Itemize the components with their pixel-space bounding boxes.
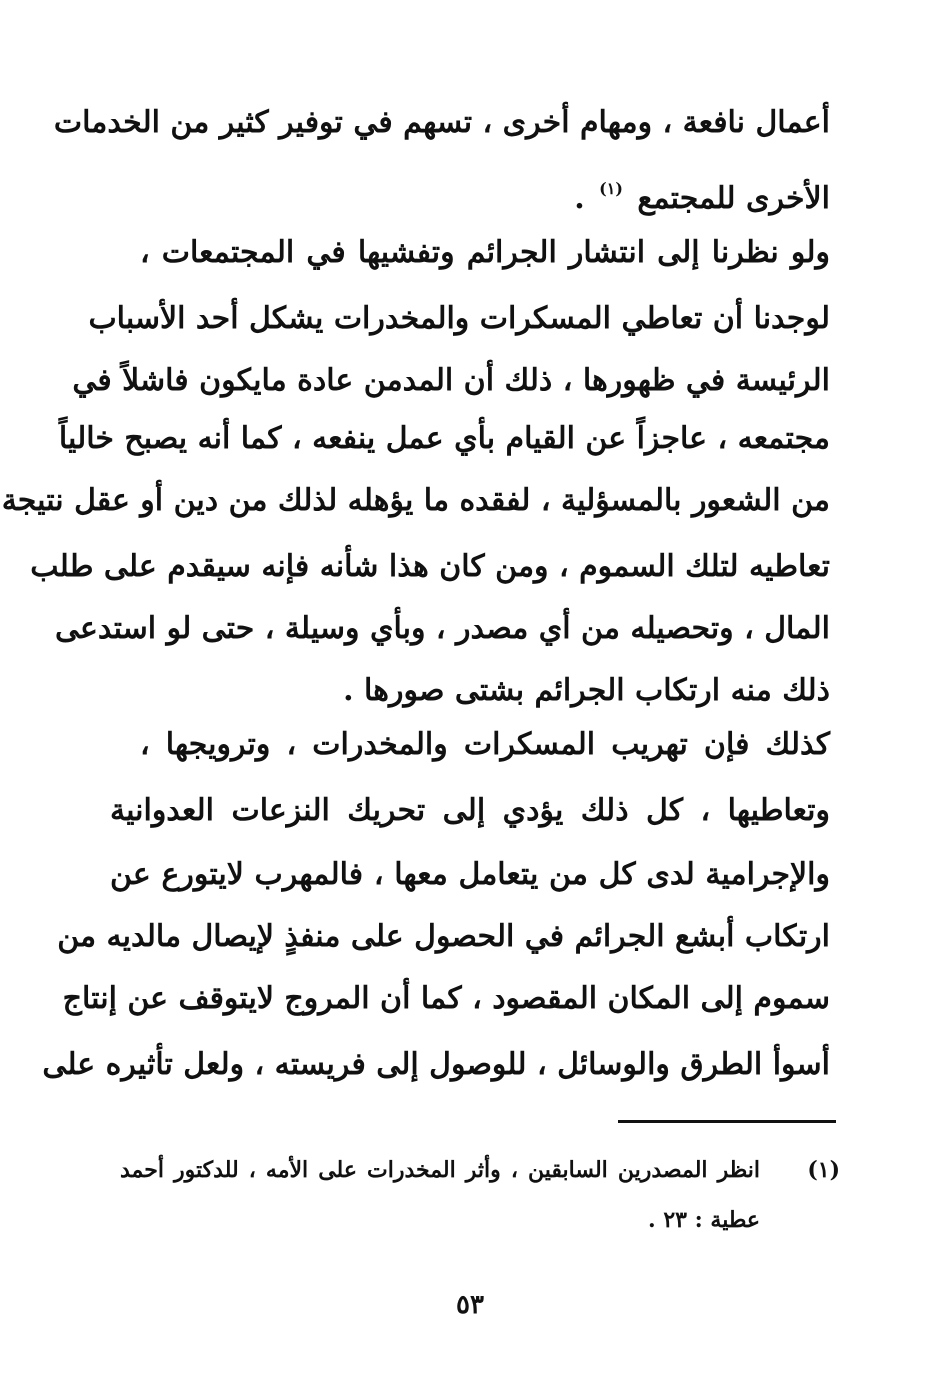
page-number: ٥٣ xyxy=(456,1290,484,1320)
footnote-separator xyxy=(618,1120,836,1123)
body-line-13: والإجرامية لدى كل من يتعامل معها ، فالمهرب لايتورع عن xyxy=(110,857,830,892)
body-line-11: كذلك فإن تهريب المسكرات والمخدرات ، وترويجها ، xyxy=(140,727,830,762)
body-line-4: لوجدنا أن تعاطي المسكرات والمخدرات يشكل أحد الأسباب xyxy=(88,301,830,336)
footnote-line-2: عطية : ٢٣ . xyxy=(647,1207,760,1233)
footnote-number: (١) xyxy=(807,1157,840,1183)
body-line-1: أعمال نافعة ، ومهام أخرى ، تسهم في توفير كثير من الخدمات xyxy=(53,105,830,140)
body-line-3: ولو نظرنا إلى انتشار الجرائم وتفشيها في المجتمعات ، xyxy=(140,235,830,270)
footnote-reference[interactable]: (١) xyxy=(599,179,623,198)
body-line-5: الرئيسة في ظهورها ، ذلك أن المدمن عادة مايكون فاشلاً في xyxy=(72,363,830,398)
body-line-7: من الشعور بالمسؤلية ، لفقده ما يؤهله لذلك من دين أو عقل نتيجة xyxy=(1,483,830,518)
body-line-12: وتعاطيها ، كل ذلك يؤدي إلى تحريك النزعات العدوانية xyxy=(110,793,830,828)
body-line-14: ارتكاب أبشع الجرائم في الحصول على منفذٍ لإيصال مالديه من xyxy=(57,919,830,954)
body-line-9: المال ، وتحصيله من أي مصدر ، وبأي وسيلة ، حتى لو استدعى xyxy=(54,611,830,646)
body-line-2-period: . xyxy=(574,181,585,216)
body-line-10: ذلك منه ارتكاب الجرائم بشتى صورها . xyxy=(343,673,830,708)
body-line-8: تعاطيه لتلك السموم ، ومن كان هذا شأنه فإنه سيقدم على طلب xyxy=(30,549,830,584)
body-line-15: سموم إلى المكان المقصود ، كما أن المروج لايتوقف عن إنتاج xyxy=(62,981,830,1016)
body-line-6: مجتمعه ، عاجزاً عن القيام بأي عمل ينفعه ، كما أنه يصبح خالياً xyxy=(58,421,830,456)
body-line-2 xyxy=(110,160,830,218)
body-line-16: أسوأ الطرق والوسائل ، للوصول إلى فريسته ، ولعل تأثيره على xyxy=(42,1047,830,1082)
body-line-2-text: الأخرى للمجتمع xyxy=(637,181,830,216)
footnote-line-1: انظر المصدرين السابقين ، وأثر المخدرات على الأمه ، للدكتور أحمد xyxy=(120,1157,760,1183)
